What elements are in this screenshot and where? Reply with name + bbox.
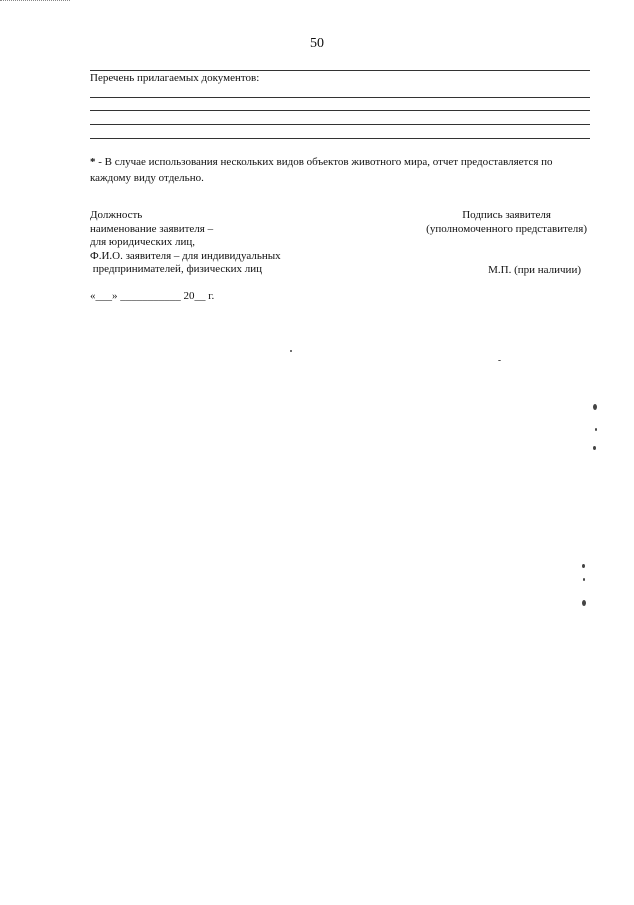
blank-line-2 [90, 110, 590, 111]
scan-speck [582, 600, 586, 606]
scan-speck [583, 578, 585, 581]
applicant-line: Должность [90, 209, 143, 221]
stamp-label: М.П. (при наличии) [488, 264, 581, 276]
scan-speck [593, 404, 597, 410]
blank-line-1 [90, 97, 590, 98]
scan-speck [595, 428, 597, 431]
signature-label: Подпись заявителя [462, 209, 551, 221]
footnote-text: - В случае использования нескольких видов объектов животного мира, отчет предоставляется по каждому виду отдельно. [90, 156, 553, 184]
scan-speck [290, 350, 292, 352]
scan-speck [582, 564, 585, 568]
footnote-star: * [90, 156, 96, 168]
applicant-line: предпринимателей, физических лиц [90, 263, 263, 275]
page-number: 50 [310, 36, 324, 51]
footnote [90, 154, 590, 186]
applicant-line: наименование заявителя – [90, 222, 214, 235]
top-rule [90, 70, 590, 71]
scan-speck [593, 446, 596, 450]
scan-speck [498, 360, 501, 361]
signature-sublabel: (уполномоченного представителя) [426, 222, 587, 235]
blank-line-4 [90, 138, 590, 139]
applicant-block [90, 209, 281, 277]
applicant-line: для юридических лиц, [90, 236, 196, 248]
applicant-line: Ф.И.О. заявителя – для индивидуальных [90, 249, 281, 262]
date-line: «___» ___________ 20__ г. [90, 290, 215, 302]
attached-documents-label: Перечень прилагаемых документов: [90, 72, 260, 84]
signature-block [426, 209, 587, 236]
scan-artifact [0, 0, 70, 7]
blank-line-3 [90, 124, 590, 125]
